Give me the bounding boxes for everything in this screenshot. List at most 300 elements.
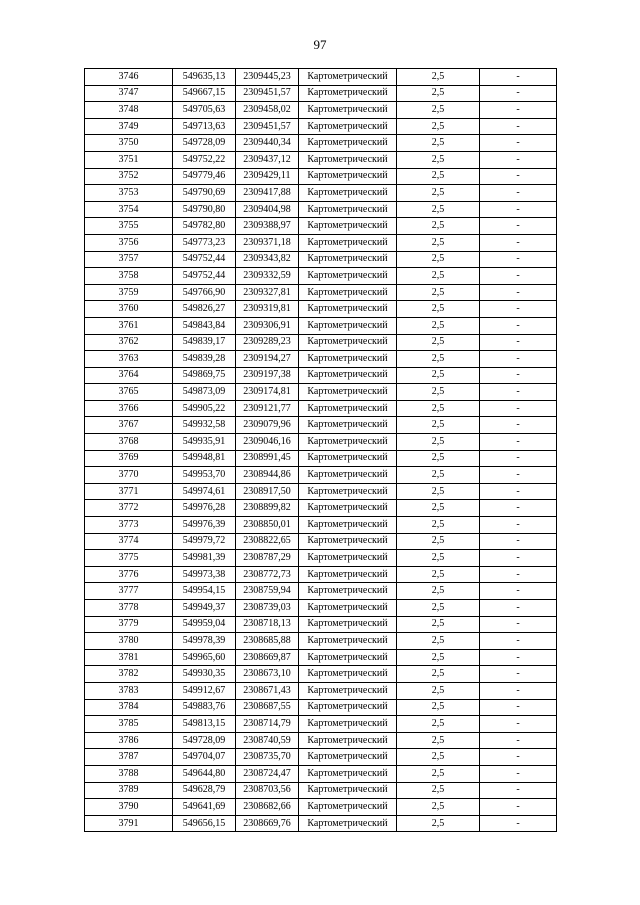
y-coordinate-cell: 2309437,12 bbox=[236, 151, 299, 168]
accuracy-cell: 2,5 bbox=[397, 566, 480, 583]
table-row bbox=[85, 600, 557, 617]
description-cell: - bbox=[480, 434, 557, 451]
description-cell: - bbox=[480, 135, 557, 152]
accuracy-cell: 2,5 bbox=[397, 583, 480, 600]
table-row bbox=[85, 732, 557, 749]
method-cell: Картометрический bbox=[299, 649, 397, 666]
x-coordinate-cell: 549813,15 bbox=[173, 716, 236, 733]
accuracy-cell: 2,5 bbox=[397, 317, 480, 334]
point-number-cell: 3791 bbox=[85, 815, 173, 832]
description-cell: - bbox=[480, 583, 557, 600]
accuracy-cell: 2,5 bbox=[397, 666, 480, 683]
point-number-cell: 3757 bbox=[85, 251, 173, 268]
y-coordinate-cell: 2309451,57 bbox=[236, 85, 299, 102]
accuracy-cell: 2,5 bbox=[397, 500, 480, 517]
point-number-cell: 3771 bbox=[85, 483, 173, 500]
description-cell: - bbox=[480, 384, 557, 401]
point-number-cell: 3781 bbox=[85, 649, 173, 666]
accuracy-cell: 2,5 bbox=[397, 234, 480, 251]
accuracy-cell: 2,5 bbox=[397, 467, 480, 484]
accuracy-cell: 2,5 bbox=[397, 633, 480, 650]
y-coordinate-cell: 2309306,91 bbox=[236, 317, 299, 334]
y-coordinate-cell: 2308669,87 bbox=[236, 649, 299, 666]
description-cell: - bbox=[480, 351, 557, 368]
table-row bbox=[85, 69, 557, 86]
x-coordinate-cell: 549949,37 bbox=[173, 600, 236, 617]
method-cell: Картометрический bbox=[299, 102, 397, 119]
description-cell: - bbox=[480, 533, 557, 550]
x-coordinate-cell: 549644,80 bbox=[173, 765, 236, 782]
method-cell: Картометрический bbox=[299, 633, 397, 650]
x-coordinate-cell: 549912,67 bbox=[173, 682, 236, 699]
description-cell: - bbox=[480, 201, 557, 218]
x-coordinate-cell: 549953,70 bbox=[173, 467, 236, 484]
x-coordinate-cell: 549869,75 bbox=[173, 367, 236, 384]
table-row bbox=[85, 102, 557, 119]
table-row bbox=[85, 301, 557, 318]
description-cell: - bbox=[480, 317, 557, 334]
description-cell: - bbox=[480, 234, 557, 251]
y-coordinate-cell: 2308772,73 bbox=[236, 566, 299, 583]
accuracy-cell: 2,5 bbox=[397, 334, 480, 351]
accuracy-cell: 2,5 bbox=[397, 533, 480, 550]
y-coordinate-cell: 2308759,94 bbox=[236, 583, 299, 600]
method-cell: Картометрический bbox=[299, 268, 397, 285]
description-cell: - bbox=[480, 765, 557, 782]
table-row bbox=[85, 351, 557, 368]
method-cell: Картометрический bbox=[299, 317, 397, 334]
method-cell: Картометрический bbox=[299, 251, 397, 268]
y-coordinate-cell: 2308718,13 bbox=[236, 616, 299, 633]
x-coordinate-cell: 549976,39 bbox=[173, 517, 236, 534]
accuracy-cell: 2,5 bbox=[397, 102, 480, 119]
x-coordinate-cell: 549965,60 bbox=[173, 649, 236, 666]
description-cell: - bbox=[480, 85, 557, 102]
description-cell: - bbox=[480, 633, 557, 650]
y-coordinate-cell: 2308703,56 bbox=[236, 782, 299, 799]
accuracy-cell: 2,5 bbox=[397, 434, 480, 451]
method-cell: Картометрический bbox=[299, 450, 397, 467]
description-cell: - bbox=[480, 367, 557, 384]
accuracy-cell: 2,5 bbox=[397, 185, 480, 202]
y-coordinate-cell: 2308682,66 bbox=[236, 799, 299, 816]
x-coordinate-cell: 549635,13 bbox=[173, 69, 236, 86]
accuracy-cell: 2,5 bbox=[397, 799, 480, 816]
description-cell: - bbox=[480, 799, 557, 816]
accuracy-cell: 2,5 bbox=[397, 351, 480, 368]
point-number-cell: 3750 bbox=[85, 135, 173, 152]
point-number-cell: 3749 bbox=[85, 118, 173, 135]
accuracy-cell: 2,5 bbox=[397, 765, 480, 782]
table-row bbox=[85, 682, 557, 699]
y-coordinate-cell: 2309046,16 bbox=[236, 434, 299, 451]
x-coordinate-cell: 549641,69 bbox=[173, 799, 236, 816]
accuracy-cell: 2,5 bbox=[397, 782, 480, 799]
y-coordinate-cell: 2308917,50 bbox=[236, 483, 299, 500]
point-number-cell: 3769 bbox=[85, 450, 173, 467]
point-number-cell: 3778 bbox=[85, 600, 173, 617]
point-number-cell: 3784 bbox=[85, 699, 173, 716]
point-number-cell: 3747 bbox=[85, 85, 173, 102]
method-cell: Картометрический bbox=[299, 168, 397, 185]
method-cell: Картометрический bbox=[299, 483, 397, 500]
y-coordinate-cell: 2308685,88 bbox=[236, 633, 299, 650]
method-cell: Картометрический bbox=[299, 434, 397, 451]
y-coordinate-cell: 2309194,27 bbox=[236, 351, 299, 368]
table-row bbox=[85, 151, 557, 168]
y-coordinate-cell: 2309458,02 bbox=[236, 102, 299, 119]
point-number-cell: 3752 bbox=[85, 168, 173, 185]
point-number-cell: 3748 bbox=[85, 102, 173, 119]
x-coordinate-cell: 549713,63 bbox=[173, 118, 236, 135]
table-row bbox=[85, 201, 557, 218]
point-number-cell: 3753 bbox=[85, 185, 173, 202]
table-row bbox=[85, 550, 557, 567]
description-cell: - bbox=[480, 118, 557, 135]
point-number-cell: 3789 bbox=[85, 782, 173, 799]
table-row bbox=[85, 815, 557, 832]
x-coordinate-cell: 549843,84 bbox=[173, 317, 236, 334]
y-coordinate-cell: 2308944,86 bbox=[236, 467, 299, 484]
x-coordinate-cell: 549705,63 bbox=[173, 102, 236, 119]
table-row bbox=[85, 533, 557, 550]
table-row bbox=[85, 434, 557, 451]
table-row bbox=[85, 85, 557, 102]
table-row bbox=[85, 135, 557, 152]
description-cell: - bbox=[480, 284, 557, 301]
y-coordinate-cell: 2309429,11 bbox=[236, 168, 299, 185]
x-coordinate-cell: 549979,72 bbox=[173, 533, 236, 550]
accuracy-cell: 2,5 bbox=[397, 251, 480, 268]
x-coordinate-cell: 549782,80 bbox=[173, 218, 236, 235]
method-cell: Картометрический bbox=[299, 467, 397, 484]
point-number-cell: 3777 bbox=[85, 583, 173, 600]
point-number-cell: 3788 bbox=[85, 765, 173, 782]
accuracy-cell: 2,5 bbox=[397, 118, 480, 135]
method-cell: Картометрический bbox=[299, 218, 397, 235]
accuracy-cell: 2,5 bbox=[397, 85, 480, 102]
point-number-cell: 3764 bbox=[85, 367, 173, 384]
x-coordinate-cell: 549728,09 bbox=[173, 732, 236, 749]
accuracy-cell: 2,5 bbox=[397, 151, 480, 168]
accuracy-cell: 2,5 bbox=[397, 517, 480, 534]
method-cell: Картометрический bbox=[299, 334, 397, 351]
point-number-cell: 3774 bbox=[85, 533, 173, 550]
x-coordinate-cell: 549704,07 bbox=[173, 749, 236, 766]
table-row bbox=[85, 218, 557, 235]
point-number-cell: 3772 bbox=[85, 500, 173, 517]
point-number-cell: 3785 bbox=[85, 716, 173, 733]
method-cell: Картометрический bbox=[299, 201, 397, 218]
method-cell: Картометрический bbox=[299, 517, 397, 534]
description-cell: - bbox=[480, 749, 557, 766]
accuracy-cell: 2,5 bbox=[397, 749, 480, 766]
table-row bbox=[85, 450, 557, 467]
point-number-cell: 3787 bbox=[85, 749, 173, 766]
y-coordinate-cell: 2308735,70 bbox=[236, 749, 299, 766]
method-cell: Картометрический bbox=[299, 533, 397, 550]
method-cell: Картометрический bbox=[299, 85, 397, 102]
table-row bbox=[85, 268, 557, 285]
description-cell: - bbox=[480, 400, 557, 417]
table-row bbox=[85, 400, 557, 417]
point-number-cell: 3775 bbox=[85, 550, 173, 567]
point-number-cell: 3773 bbox=[85, 517, 173, 534]
method-cell: Картометрический bbox=[299, 400, 397, 417]
method-cell: Картометрический bbox=[299, 682, 397, 699]
point-number-cell: 3790 bbox=[85, 799, 173, 816]
accuracy-cell: 2,5 bbox=[397, 682, 480, 699]
description-cell: - bbox=[480, 467, 557, 484]
method-cell: Картометрический bbox=[299, 749, 397, 766]
accuracy-cell: 2,5 bbox=[397, 384, 480, 401]
method-cell: Картометрический bbox=[299, 566, 397, 583]
point-number-cell: 3756 bbox=[85, 234, 173, 251]
y-coordinate-cell: 2309451,57 bbox=[236, 118, 299, 135]
description-cell: - bbox=[480, 699, 557, 716]
table-row bbox=[85, 185, 557, 202]
description-cell: - bbox=[480, 417, 557, 434]
y-coordinate-cell: 2308673,10 bbox=[236, 666, 299, 683]
table-row bbox=[85, 583, 557, 600]
point-number-cell: 3761 bbox=[85, 317, 173, 334]
y-coordinate-cell: 2309404,98 bbox=[236, 201, 299, 218]
y-coordinate-cell: 2309174,81 bbox=[236, 384, 299, 401]
y-coordinate-cell: 2309371,18 bbox=[236, 234, 299, 251]
page-number: 97 bbox=[313, 37, 327, 52]
y-coordinate-cell: 2308671,43 bbox=[236, 682, 299, 699]
method-cell: Картометрический bbox=[299, 616, 397, 633]
point-number-cell: 3763 bbox=[85, 351, 173, 368]
x-coordinate-cell: 549883,76 bbox=[173, 699, 236, 716]
accuracy-cell: 2,5 bbox=[397, 600, 480, 617]
y-coordinate-cell: 2309121,77 bbox=[236, 400, 299, 417]
y-coordinate-cell: 2308687,55 bbox=[236, 699, 299, 716]
table-row bbox=[85, 782, 557, 799]
description-cell: - bbox=[480, 566, 557, 583]
description-cell: - bbox=[480, 550, 557, 567]
description-cell: - bbox=[480, 600, 557, 617]
y-coordinate-cell: 2309289,23 bbox=[236, 334, 299, 351]
table-row bbox=[85, 633, 557, 650]
x-coordinate-cell: 549948,81 bbox=[173, 450, 236, 467]
table-row bbox=[85, 765, 557, 782]
method-cell: Картометрический bbox=[299, 732, 397, 749]
point-number-cell: 3754 bbox=[85, 201, 173, 218]
y-coordinate-cell: 2308822,65 bbox=[236, 533, 299, 550]
y-coordinate-cell: 2308740,59 bbox=[236, 732, 299, 749]
accuracy-cell: 2,5 bbox=[397, 716, 480, 733]
y-coordinate-cell: 2309417,88 bbox=[236, 185, 299, 202]
method-cell: Картометрический bbox=[299, 301, 397, 318]
point-number-cell: 3783 bbox=[85, 682, 173, 699]
accuracy-cell: 2,5 bbox=[397, 699, 480, 716]
x-coordinate-cell: 549976,28 bbox=[173, 500, 236, 517]
method-cell: Картометрический bbox=[299, 583, 397, 600]
description-cell: - bbox=[480, 251, 557, 268]
table-row bbox=[85, 749, 557, 766]
x-coordinate-cell: 549656,15 bbox=[173, 815, 236, 832]
accuracy-cell: 2,5 bbox=[397, 483, 480, 500]
accuracy-cell: 2,5 bbox=[397, 301, 480, 318]
x-coordinate-cell: 549752,44 bbox=[173, 251, 236, 268]
description-cell: - bbox=[480, 69, 557, 86]
method-cell: Картометрический bbox=[299, 716, 397, 733]
method-cell: Картометрический bbox=[299, 118, 397, 135]
accuracy-cell: 2,5 bbox=[397, 284, 480, 301]
x-coordinate-cell: 549839,17 bbox=[173, 334, 236, 351]
description-cell: - bbox=[480, 716, 557, 733]
method-cell: Картометрический bbox=[299, 666, 397, 683]
point-number-cell: 3768 bbox=[85, 434, 173, 451]
x-coordinate-cell: 549839,28 bbox=[173, 351, 236, 368]
y-coordinate-cell: 2309319,81 bbox=[236, 301, 299, 318]
description-cell: - bbox=[480, 151, 557, 168]
accuracy-cell: 2,5 bbox=[397, 168, 480, 185]
method-cell: Картометрический bbox=[299, 600, 397, 617]
table-row bbox=[85, 566, 557, 583]
x-coordinate-cell: 549954,15 bbox=[173, 583, 236, 600]
y-coordinate-cell: 2308724,47 bbox=[236, 765, 299, 782]
point-number-cell: 3779 bbox=[85, 616, 173, 633]
method-cell: Картометрический bbox=[299, 234, 397, 251]
method-cell: Картометрический bbox=[299, 151, 397, 168]
method-cell: Картометрический bbox=[299, 815, 397, 832]
x-coordinate-cell: 549826,27 bbox=[173, 301, 236, 318]
point-number-cell: 3782 bbox=[85, 666, 173, 683]
accuracy-cell: 2,5 bbox=[397, 616, 480, 633]
x-coordinate-cell: 549930,35 bbox=[173, 666, 236, 683]
method-cell: Картометрический bbox=[299, 417, 397, 434]
method-cell: Картометрический bbox=[299, 550, 397, 567]
method-cell: Картометрический bbox=[299, 135, 397, 152]
x-coordinate-cell: 549873,09 bbox=[173, 384, 236, 401]
method-cell: Картометрический bbox=[299, 799, 397, 816]
coordinates-table-body bbox=[85, 69, 557, 832]
x-coordinate-cell: 549752,22 bbox=[173, 151, 236, 168]
accuracy-cell: 2,5 bbox=[397, 135, 480, 152]
accuracy-cell: 2,5 bbox=[397, 367, 480, 384]
point-number-cell: 3746 bbox=[85, 69, 173, 86]
y-coordinate-cell: 2308899,82 bbox=[236, 500, 299, 517]
x-coordinate-cell: 549766,90 bbox=[173, 284, 236, 301]
description-cell: - bbox=[480, 483, 557, 500]
table-row bbox=[85, 467, 557, 484]
x-coordinate-cell: 549728,09 bbox=[173, 135, 236, 152]
method-cell: Картометрический bbox=[299, 500, 397, 517]
table-row bbox=[85, 234, 557, 251]
x-coordinate-cell: 549974,61 bbox=[173, 483, 236, 500]
point-number-cell: 3786 bbox=[85, 732, 173, 749]
table-row bbox=[85, 367, 557, 384]
y-coordinate-cell: 2308714,79 bbox=[236, 716, 299, 733]
description-cell: - bbox=[480, 185, 557, 202]
table-row bbox=[85, 649, 557, 666]
description-cell: - bbox=[480, 782, 557, 799]
accuracy-cell: 2,5 bbox=[397, 201, 480, 218]
y-coordinate-cell: 2309343,82 bbox=[236, 251, 299, 268]
table-row bbox=[85, 616, 557, 633]
y-coordinate-cell: 2308669,76 bbox=[236, 815, 299, 832]
x-coordinate-cell: 549932,58 bbox=[173, 417, 236, 434]
y-coordinate-cell: 2309079,96 bbox=[236, 417, 299, 434]
point-number-cell: 3770 bbox=[85, 467, 173, 484]
accuracy-cell: 2,5 bbox=[397, 400, 480, 417]
method-cell: Картометрический bbox=[299, 367, 397, 384]
x-coordinate-cell: 549959,04 bbox=[173, 616, 236, 633]
y-coordinate-cell: 2309388,97 bbox=[236, 218, 299, 235]
point-number-cell: 3760 bbox=[85, 301, 173, 318]
x-coordinate-cell: 549978,39 bbox=[173, 633, 236, 650]
table-row bbox=[85, 384, 557, 401]
accuracy-cell: 2,5 bbox=[397, 550, 480, 567]
y-coordinate-cell: 2309197,38 bbox=[236, 367, 299, 384]
method-cell: Картометрический bbox=[299, 284, 397, 301]
description-cell: - bbox=[480, 517, 557, 534]
table-row bbox=[85, 500, 557, 517]
table-row bbox=[85, 666, 557, 683]
accuracy-cell: 2,5 bbox=[397, 268, 480, 285]
method-cell: Картометрический bbox=[299, 384, 397, 401]
table-row bbox=[85, 284, 557, 301]
y-coordinate-cell: 2309327,81 bbox=[236, 284, 299, 301]
description-cell: - bbox=[480, 732, 557, 749]
description-cell: - bbox=[480, 168, 557, 185]
x-coordinate-cell: 549935,91 bbox=[173, 434, 236, 451]
y-coordinate-cell: 2308787,29 bbox=[236, 550, 299, 567]
table-row bbox=[85, 483, 557, 500]
description-cell: - bbox=[480, 268, 557, 285]
x-coordinate-cell: 549779,46 bbox=[173, 168, 236, 185]
x-coordinate-cell: 549973,38 bbox=[173, 566, 236, 583]
description-cell: - bbox=[480, 815, 557, 832]
point-number-cell: 3758 bbox=[85, 268, 173, 285]
accuracy-cell: 2,5 bbox=[397, 69, 480, 86]
point-number-cell: 3765 bbox=[85, 384, 173, 401]
y-coordinate-cell: 2308739,03 bbox=[236, 600, 299, 617]
method-cell: Картометрический bbox=[299, 351, 397, 368]
description-cell: - bbox=[480, 649, 557, 666]
y-coordinate-cell: 2308850,01 bbox=[236, 517, 299, 534]
y-coordinate-cell: 2309332,59 bbox=[236, 268, 299, 285]
accuracy-cell: 2,5 bbox=[397, 815, 480, 832]
description-cell: - bbox=[480, 301, 557, 318]
point-number-cell: 3755 bbox=[85, 218, 173, 235]
method-cell: Картометрический bbox=[299, 782, 397, 799]
x-coordinate-cell: 549905,22 bbox=[173, 400, 236, 417]
x-coordinate-cell: 549790,80 bbox=[173, 201, 236, 218]
accuracy-cell: 2,5 bbox=[397, 450, 480, 467]
x-coordinate-cell: 549773,23 bbox=[173, 234, 236, 251]
description-cell: - bbox=[480, 682, 557, 699]
table-row bbox=[85, 317, 557, 334]
description-cell: - bbox=[480, 616, 557, 633]
table-row bbox=[85, 716, 557, 733]
coordinates-table bbox=[84, 68, 557, 832]
table-row bbox=[85, 417, 557, 434]
point-number-cell: 3751 bbox=[85, 151, 173, 168]
description-cell: - bbox=[480, 334, 557, 351]
x-coordinate-cell: 549981,39 bbox=[173, 550, 236, 567]
table-row bbox=[85, 168, 557, 185]
table-row bbox=[85, 699, 557, 716]
x-coordinate-cell: 549790,69 bbox=[173, 185, 236, 202]
accuracy-cell: 2,5 bbox=[397, 732, 480, 749]
method-cell: Картометрический bbox=[299, 69, 397, 86]
table-row bbox=[85, 799, 557, 816]
method-cell: Картометрический bbox=[299, 699, 397, 716]
table-row bbox=[85, 118, 557, 135]
